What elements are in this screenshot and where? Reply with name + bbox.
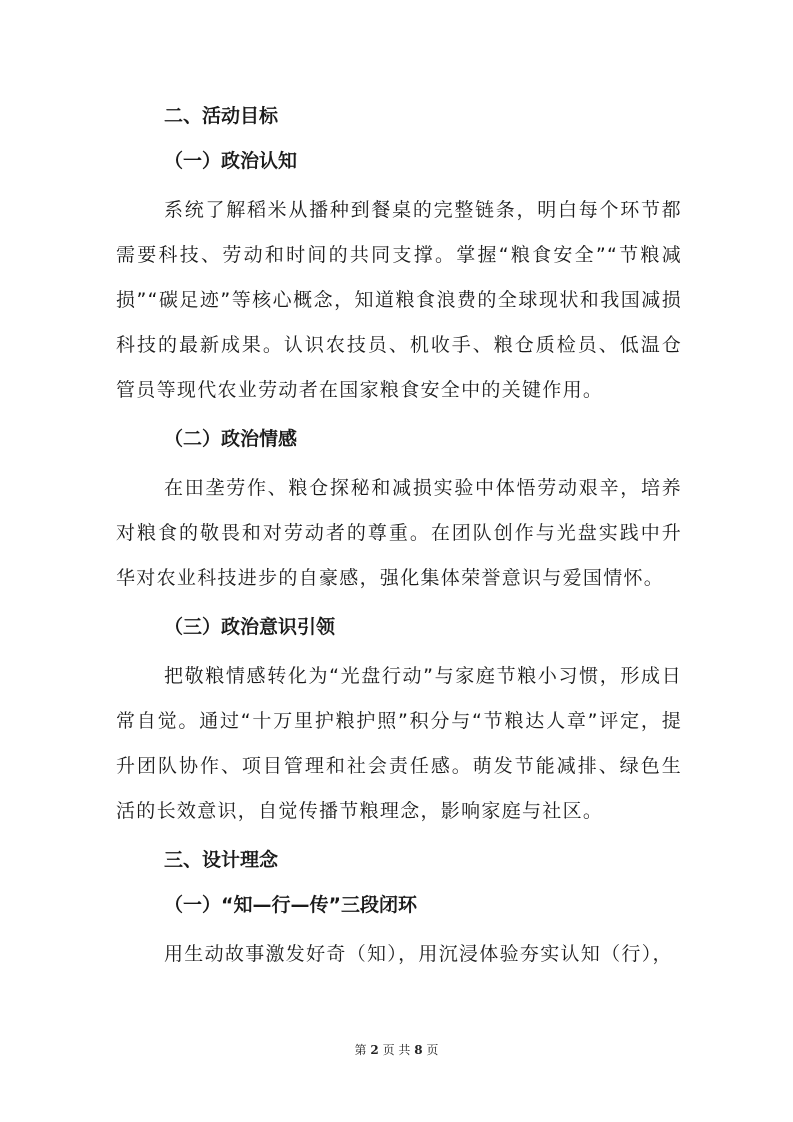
paragraph-closed-loop: 用生动故事激发好奇（知），用沉浸体验夯实认知（行），	[164, 943, 673, 965]
page-footer	[0, 1041, 793, 1058]
page-content	[116, 98, 682, 985]
footer-middle: 页 共	[382, 1043, 411, 1057]
subheading-political-emotion: （二）政治情感	[164, 428, 298, 450]
paragraph-political-awareness: 把敬粮情感转化为“光盘行动”与家庭节粮小习惯，形成日常自觉。通过“十万里护粮护照”积分与“节粮达人章”评定，提升团队协作、项目管理和社会责任感。萌发节能减排、绿色生活的长效意识，自觉传播节粮理念，影响家庭与社区。	[116, 665, 682, 822]
footer-suffix: 页	[426, 1043, 439, 1057]
section-heading-goals: 二、活动目标	[164, 105, 279, 127]
footer-prefix: 第	[354, 1043, 367, 1057]
subheading-political-awareness: （三）政治意识引领	[164, 616, 336, 638]
paragraph-political-emotion: 在田垄劳作、粮仓探秘和减损实验中体悟劳动艰辛，培养对粮食的敬畏和对劳动者的尊重。在团队创作与光盘实践中升华对农业科技进步的自豪感，强化集体荣誉意识与爱国情怀。	[116, 477, 682, 589]
paragraph-political-cognition: 系统了解稻米从播种到餐桌的完整链条，明白每个环节都需要科技、劳动和时间的共同支撑。掌握“粮食安全”“节粮减损”“碳足迹”等核心概念，知道粮食浪费的全球现状和我国减损科技的最新成果。认识农技员、机收手、粮仓质检员、低温仓管员等现代农业劳动者在国家粮食安全中的关键作用。	[116, 199, 682, 401]
subheading-closed-loop: （一）“知—行—传”三段闭环	[164, 894, 417, 916]
footer-page-number: 2	[370, 1043, 379, 1057]
section-heading-design-concept: 三、设计理念	[164, 849, 279, 871]
footer-total-pages: 8	[414, 1043, 423, 1057]
subheading-political-cognition: （一）政治认知	[164, 150, 298, 172]
